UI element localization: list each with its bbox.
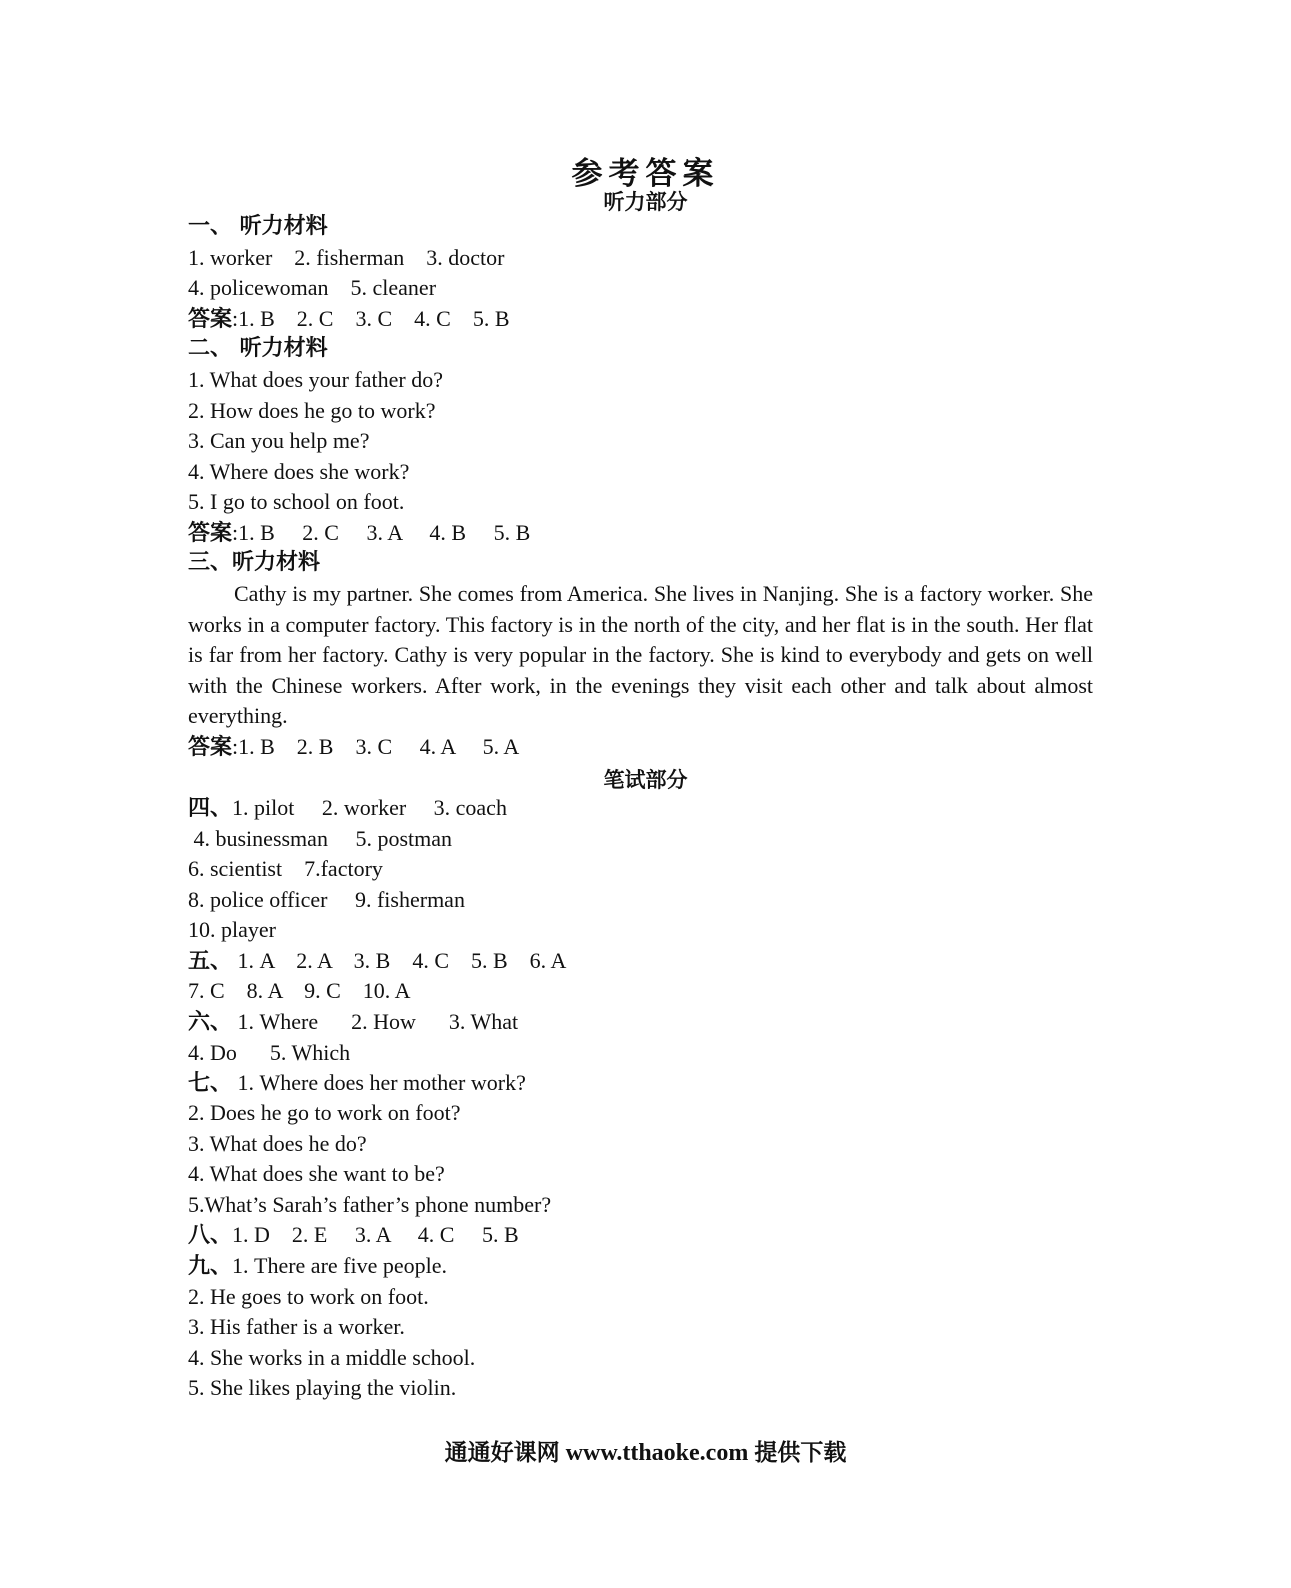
page-title: 参考答案 bbox=[571, 156, 720, 192]
s9-line: 3. His father is a worker. bbox=[188, 1314, 405, 1339]
s8-label: 八、 bbox=[188, 1223, 233, 1248]
footer-suffix: 提供下载 bbox=[754, 1440, 847, 1466]
s2-line: 2. How does he go to work? bbox=[188, 398, 436, 423]
s1-answer bbox=[188, 304, 510, 335]
s8-text: 1. D 2. E 3. A 4. C 5. B bbox=[232, 1222, 519, 1247]
s1-line: 1. worker 2. fisherman 3. doctor bbox=[188, 245, 505, 270]
s9-line: 5. She likes playing the violin. bbox=[188, 1375, 457, 1400]
s5-label: 五、 bbox=[188, 949, 233, 974]
s6-first-line bbox=[188, 1007, 518, 1038]
s2-answer bbox=[188, 518, 530, 549]
s2-line: 5. I go to school on foot. bbox=[188, 489, 405, 514]
answer-values: :1. B 2. C 3. C 4. C 5. B bbox=[232, 306, 510, 331]
footer bbox=[0, 1434, 1291, 1467]
s4-line: 10. player bbox=[188, 917, 276, 942]
s5-line: 7. C 8. A 9. C 10. A bbox=[188, 978, 411, 1003]
s6-text: 1. Where 2. How 3. What bbox=[232, 1009, 519, 1034]
s7-text: 1. Where does her mother work? bbox=[232, 1070, 526, 1095]
s3-answer bbox=[188, 732, 519, 763]
s8-line bbox=[188, 1220, 519, 1251]
s6-label: 六、 bbox=[188, 1010, 233, 1035]
footer-url-link[interactable]: www.tthaoke.com bbox=[565, 1440, 749, 1466]
s9-label: 九、 bbox=[188, 1254, 233, 1279]
footer-site-name: 通通好课网 bbox=[444, 1440, 560, 1466]
s6-line: 4. Do 5. Which bbox=[188, 1040, 351, 1065]
s9-text: 1. There are five people. bbox=[232, 1253, 448, 1278]
writing-section-title: 笔试部分 bbox=[603, 768, 688, 792]
s3-heading: 三、听力材料 bbox=[188, 550, 321, 575]
answer-label: 答案 bbox=[188, 735, 233, 760]
s7-label: 七、 bbox=[188, 1071, 233, 1096]
answer-values: :1. B 2. C 3. A 4. B 5. B bbox=[232, 520, 531, 545]
s1-line: 4. policewoman 5. cleaner bbox=[188, 275, 437, 300]
s2-line: 3. Can you help me? bbox=[188, 428, 370, 453]
listening-section-title: 听力部分 bbox=[603, 190, 688, 214]
s4-line: 6. scientist 7.factory bbox=[188, 856, 383, 881]
s9-first-line bbox=[188, 1251, 447, 1282]
s7-line: 4. What does she want to be? bbox=[188, 1161, 445, 1186]
s5-first-line bbox=[188, 946, 566, 977]
s7-line: 2. Does he go to work on foot? bbox=[188, 1100, 461, 1125]
answer-values: :1. B 2. B 3. C 4. A 5. A bbox=[232, 734, 520, 759]
s7-first-line bbox=[188, 1068, 526, 1099]
answer-label: 答案 bbox=[188, 307, 233, 332]
s4-label: 四、 bbox=[188, 796, 233, 821]
answer-label: 答案 bbox=[188, 521, 233, 546]
s4-line: 8. police officer 9. fisherman bbox=[188, 887, 465, 912]
s1-heading: 一、 听力材料 bbox=[188, 214, 328, 239]
s4-line: 4. businessman 5. postman bbox=[188, 826, 452, 851]
s9-line: 4. She works in a middle school. bbox=[188, 1345, 476, 1370]
s7-line: 3. What does he do? bbox=[188, 1131, 367, 1156]
s5-text: 1. A 2. A 3. B 4. C 5. B 6. A bbox=[232, 948, 567, 973]
s2-line: 4. Where does she work? bbox=[188, 459, 410, 484]
s7-line: 5.What’s Sarah’s father’s phone number? bbox=[188, 1192, 552, 1217]
s4-text: 1. pilot 2. worker 3. coach bbox=[232, 795, 507, 820]
s3-passage: Cathy is my partner. She comes from America. She lives in Nanjing. She is a factory worker. She works in a computer factory. This factory is in the north of the city, and her flat is in the south. Her flat is far from her factory. Cathy is very popular in the factory. She is kind to everybody and gets on well with the Chinese workers. After work, in the evenings they visit each other and talk about almost everything. bbox=[188, 581, 1093, 729]
s4-first-line bbox=[188, 793, 507, 824]
s9-line: 2. He goes to work on foot. bbox=[188, 1284, 429, 1309]
s2-heading: 二、 听力材料 bbox=[188, 336, 328, 361]
s2-line: 1. What does your father do? bbox=[188, 367, 443, 392]
